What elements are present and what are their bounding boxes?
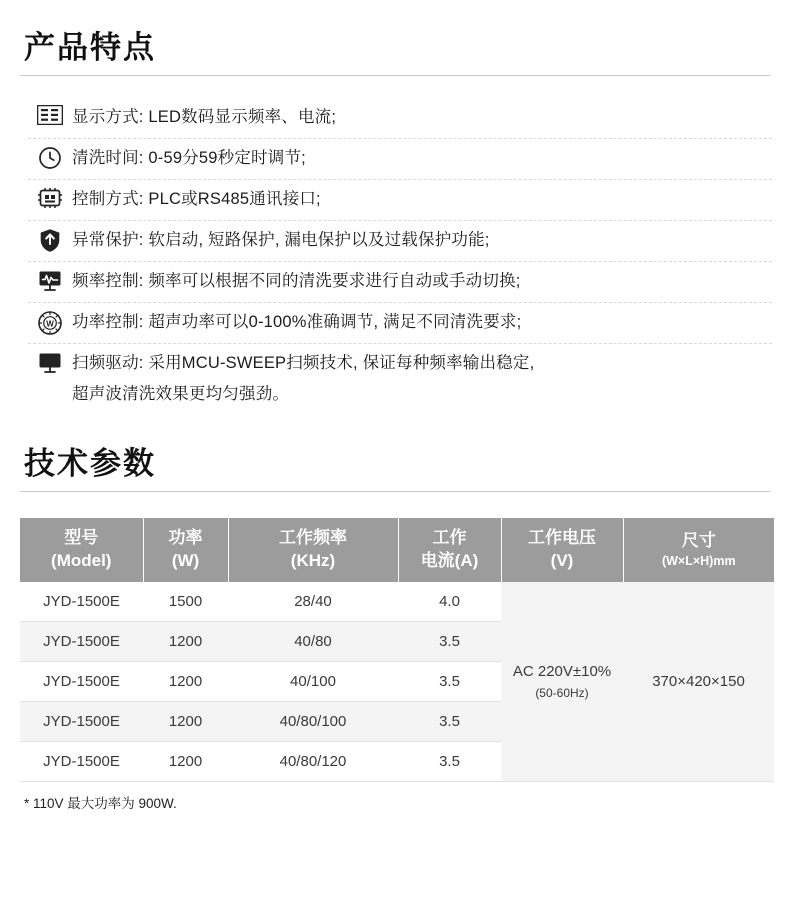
- th-line2: (Model): [51, 550, 112, 570]
- cell-current: 3.5: [398, 741, 501, 781]
- section-divider-2: [20, 491, 770, 492]
- cell-frequency: 28/40: [228, 582, 398, 622]
- table-header-row: [20, 518, 774, 582]
- cell-model: JYD-1500E: [20, 661, 143, 701]
- chip-icon: [28, 180, 72, 209]
- shield-icon: [28, 221, 72, 253]
- cell-power: 1200: [143, 741, 228, 781]
- table-footnote: * 110V 最大功率为 900W.: [24, 795, 177, 811]
- feature-item: [28, 344, 772, 416]
- feature-text-line2: 超声波清洗效果更均匀强劲。: [72, 384, 290, 403]
- monitor-wave-icon: [28, 262, 72, 293]
- svg-text:W: W: [46, 319, 54, 329]
- params-section-title: 技术参数: [24, 446, 156, 481]
- section-divider: [20, 75, 770, 76]
- feature-text: 控制方式: PLC或RS485通讯接口;: [72, 190, 321, 208]
- feature-text: [72, 344, 534, 413]
- th-line1: 型号: [64, 528, 99, 547]
- th-voltage: [501, 518, 623, 582]
- th-line1: 工作频率: [279, 528, 347, 547]
- th-line2: (V): [550, 550, 574, 570]
- th-line1: 功率: [168, 528, 203, 547]
- feature-item: [28, 139, 772, 180]
- params-table-wrap: [18, 518, 772, 812]
- feature-text: 功率控制: 超声功率可以0-100%准确调节, 满足不同清洗要求;: [72, 313, 522, 331]
- cell-current: 3.5: [398, 661, 501, 701]
- feature-item: [28, 180, 772, 221]
- th-line2: 电流(A): [420, 550, 479, 570]
- cell-power: 1200: [143, 701, 228, 741]
- feature-item: [28, 262, 772, 303]
- cell-power: 1500: [143, 582, 228, 622]
- th-size: [623, 518, 774, 582]
- th-line1: 工作: [432, 528, 467, 547]
- cell-current: 3.5: [398, 701, 501, 741]
- table-row: [20, 582, 774, 622]
- cell-model: JYD-1500E: [20, 621, 143, 661]
- feature-text: 清洗时间: 0-59分59秒定时调节;: [72, 149, 306, 167]
- cell-frequency: 40/80/120: [228, 741, 398, 781]
- params-table: [20, 518, 774, 782]
- th-line2: (W): [171, 550, 200, 570]
- voltage-value: AC 220V±10%: [512, 663, 612, 681]
- feature-text: 频率控制: 频率可以根据不同的清洗要求进行自动或手动切换;: [72, 272, 521, 290]
- feature-item: [28, 303, 772, 344]
- screen-icon: [28, 344, 72, 375]
- cell-current: 4.0: [398, 582, 501, 622]
- cell-current: 3.5: [398, 621, 501, 661]
- cell-model: JYD-1500E: [20, 741, 143, 781]
- features-list: [18, 98, 772, 416]
- th-line2: (KHz): [290, 550, 336, 570]
- feature-item: [28, 221, 772, 262]
- th-line1: 尺寸: [681, 531, 716, 551]
- feature-item: [28, 98, 772, 139]
- th-current: [398, 518, 501, 582]
- th-tiny: (W×L×H)mm: [661, 553, 736, 568]
- seven-segment-display-icon: [28, 98, 72, 125]
- feature-text: 异常保护: 软启动, 短路保护, 漏电保护以及过载保护功能;: [72, 231, 490, 249]
- cell-model: JYD-1500E: [20, 701, 143, 741]
- cell-frequency: 40/80: [228, 621, 398, 661]
- cell-power: 1200: [143, 661, 228, 701]
- gauge-w-icon: [28, 303, 72, 336]
- voltage-frequency: (50-60Hz): [535, 685, 589, 700]
- clock-icon: [28, 139, 72, 170]
- feature-text: 显示方式: LED数码显示频率、电流;: [72, 108, 337, 126]
- th-model: [20, 518, 143, 582]
- cell-model: JYD-1500E: [20, 582, 143, 622]
- th-frequency: [228, 518, 398, 582]
- cell-frequency: 40/80/100: [228, 701, 398, 741]
- cell-size: 370×420×150: [623, 582, 774, 782]
- th-power: [143, 518, 228, 582]
- feature-text-line1: 扫频驱动: 采用MCU-SWEEP扫频技术, 保证每种频率输出稳定,: [72, 354, 535, 372]
- cell-power: 1200: [143, 621, 228, 661]
- features-section-title: 产品特点: [24, 30, 156, 65]
- cell-frequency: 40/100: [228, 661, 398, 701]
- cell-voltage: [501, 582, 623, 782]
- th-line1: 工作电压: [528, 528, 596, 547]
